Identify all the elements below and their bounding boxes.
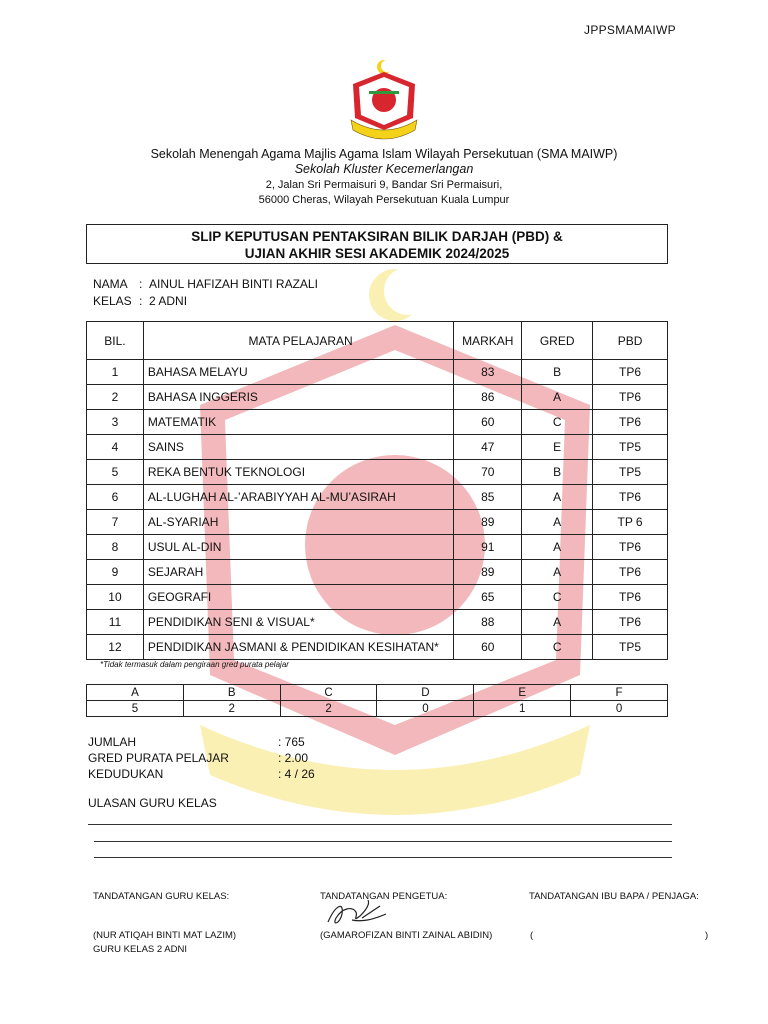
subject-name: BAHASA INGGERIS — [143, 385, 453, 410]
subject-pbd: TP5 — [593, 435, 668, 460]
total-value: : 765 — [278, 735, 305, 749]
header-subject: MATA PELAJARAN — [143, 322, 453, 360]
header-bil: BIL. — [87, 322, 144, 360]
subject-grade: A — [522, 560, 593, 585]
subject-grade: C — [522, 410, 593, 435]
subject-pbd: TP5 — [593, 460, 668, 485]
subject-name: SAINS — [143, 435, 453, 460]
rank-row — [88, 767, 315, 781]
subject-row — [87, 385, 668, 410]
remarks-line-1 — [88, 824, 672, 825]
row-number: 5 — [87, 460, 144, 485]
subject-marks: 89 — [454, 560, 522, 585]
subject-marks: 86 — [454, 385, 522, 410]
row-number: 1 — [87, 360, 144, 385]
school-address-line1: 2, Jalan Sri Permaisuri 9, Bandar Sri Permaisuri, — [265, 179, 503, 191]
subject-pbd: TP6 — [593, 385, 668, 410]
row-number: 3 — [87, 410, 144, 435]
header-marks: MARKAH — [454, 322, 522, 360]
row-number: 6 — [87, 485, 144, 510]
rank-value: : 4 / 26 — [278, 767, 315, 781]
student-class-label: KELAS — [93, 294, 132, 308]
grade-letter: C — [280, 685, 377, 701]
subject-marks: 85 — [454, 485, 522, 510]
subject-marks: 70 — [454, 460, 522, 485]
subject-grade: A — [522, 510, 593, 535]
grade-count: 1 — [474, 701, 571, 717]
teacher-signature-label: TANDATANGAN GURU KELAS: — [93, 891, 230, 902]
subject-pbd: TP6 — [593, 360, 668, 385]
subject-pbd: TP6 — [593, 485, 668, 510]
footnote: *Tidak termasuk dalam pengiraan gred purata pelajar — [100, 660, 289, 669]
grade-letter: D — [377, 685, 474, 701]
subject-grade: C — [522, 585, 593, 610]
subject-name: USUL AL-DIN — [143, 535, 453, 560]
subject-grade: A — [522, 385, 593, 410]
subject-pbd: TP6 — [593, 585, 668, 610]
student-class-separator: : — [139, 294, 143, 308]
grade-count: 2 — [183, 701, 280, 717]
subject-grade: B — [522, 460, 593, 485]
grade-letter: B — [183, 685, 280, 701]
row-number: 11 — [87, 610, 144, 635]
subject-row — [87, 560, 668, 585]
grade-letter: A — [87, 685, 184, 701]
parent-signature-label: TANDATANGAN IBU BAPA / PENJAGA: — [529, 891, 699, 902]
subject-marks: 89 — [454, 510, 522, 535]
principal-name: (GAMAROFIZAN BINTI ZAINAL ABIDIN) — [320, 930, 493, 941]
gpa-label: GRED PURATA PELAJAR — [88, 751, 229, 765]
subject-grade: B — [522, 360, 593, 385]
subject-marks: 47 — [454, 435, 522, 460]
subject-name: SEJARAH — [143, 560, 453, 585]
header-pbd: PBD — [593, 322, 668, 360]
student-name-value: AINUL HAFIZAH BINTI RAZALI — [149, 277, 318, 291]
school-name: Sekolah Menengah Agama Majlis Agama Islam Wilayah Persekutuan (SMA MAIWP) — [150, 147, 618, 161]
subject-row — [87, 435, 668, 460]
grade-letter: F — [571, 685, 668, 701]
subject-row — [87, 635, 668, 660]
parent-name-close: ) — [705, 930, 709, 941]
subject-pbd: TP6 — [593, 535, 668, 560]
header-grade: GRED — [522, 322, 593, 360]
subject-name: AL-LUGHAH AL-’ARABIYYAH AL-MU’ASIRAH — [143, 485, 453, 510]
subject-marks: 88 — [454, 610, 522, 635]
subject-row — [87, 610, 668, 635]
subject-grade: A — [522, 485, 593, 510]
row-number: 12 — [87, 635, 144, 660]
grade-count-table — [86, 684, 668, 717]
student-name-label: NAMA — [93, 277, 128, 291]
grade-letters-row — [87, 685, 668, 701]
grade-count: 0 — [571, 701, 668, 717]
subject-name: AL-SYARIAH — [143, 510, 453, 535]
document-code: JPPSMAMAIWP — [584, 23, 676, 37]
subject-name: GEOGRAFI — [143, 585, 453, 610]
marks-table — [86, 321, 668, 660]
subject-pbd: TP6 — [593, 610, 668, 635]
school-address-line2: 56000 Cheras, Wilayah Persekutuan Kuala Lumpur — [258, 194, 510, 206]
row-number: 7 — [87, 510, 144, 535]
subject-row — [87, 360, 668, 385]
subject-name: BAHASA MELAYU — [143, 360, 453, 385]
remarks-line-3 — [94, 857, 672, 858]
subject-row — [87, 410, 668, 435]
subject-pbd: TP5 — [593, 635, 668, 660]
marks-table-header — [87, 322, 668, 360]
remarks-label: ULASAN GURU KELAS — [88, 796, 217, 810]
total-row — [88, 735, 305, 749]
student-class-row — [93, 294, 187, 308]
teacher-name: (NUR ATIQAH BINTI MAT LAZIM) — [93, 930, 237, 941]
subject-pbd: TP 6 — [593, 510, 668, 535]
subject-row — [87, 485, 668, 510]
student-name-separator: : — [139, 277, 143, 291]
subject-name: REKA BENTUK TEKNOLOGI — [143, 460, 453, 485]
row-number: 10 — [87, 585, 144, 610]
slip-title-line2: UJIAN AKHIR SESI AKADEMIK 2024/2025 — [244, 246, 510, 261]
grade-count: 0 — [377, 701, 474, 717]
remarks-line-2 — [94, 841, 672, 842]
row-number: 9 — [87, 560, 144, 585]
principal-signature-label: TANDATANGAN PENGETUA: — [320, 891, 448, 902]
subject-grade: A — [522, 535, 593, 560]
subject-marks: 83 — [454, 360, 522, 385]
row-number: 4 — [87, 435, 144, 460]
gpa-value: : 2.00 — [278, 751, 309, 765]
subject-row — [87, 460, 668, 485]
parent-name-open: ( — [530, 930, 534, 941]
grade-letter: E — [474, 685, 571, 701]
gpa-row — [88, 751, 308, 765]
subject-grade: A — [522, 610, 593, 635]
subject-row — [87, 510, 668, 535]
subject-name: PENDIDIKAN JASMANI & PENDIDIKAN KESIHATAN* — [143, 635, 453, 660]
subject-pbd: TP6 — [593, 410, 668, 435]
slip-title-box — [86, 224, 668, 264]
subject-grade: E — [522, 435, 593, 460]
school-tagline: Sekolah Kluster Kecemerlangan — [294, 162, 474, 176]
subject-name: MATEMATIK — [143, 410, 453, 435]
subject-grade: C — [522, 635, 593, 660]
teacher-role: GURU KELAS 2 ADNI — [93, 944, 187, 955]
total-label: JUMLAH — [88, 735, 137, 749]
slip-title-line1: SLIP KEPUTUSAN PENTAKSIRAN BILIK DARJAH (PBD) & — [191, 229, 563, 244]
subject-pbd: TP6 — [593, 560, 668, 585]
student-class-value: 2 ADNI — [149, 294, 188, 308]
subject-marks: 65 — [454, 585, 522, 610]
principal-signature-image — [322, 896, 392, 930]
rank-label: KEDUDUKAN — [88, 767, 164, 781]
row-number: 2 — [87, 385, 144, 410]
grade-counts-row — [87, 701, 668, 717]
subject-name: PENDIDIKAN SENI & VISUAL* — [143, 610, 453, 635]
subject-marks: 60 — [454, 635, 522, 660]
school-crest-logo — [347, 58, 421, 140]
subject-marks: 91 — [454, 535, 522, 560]
subject-row — [87, 585, 668, 610]
student-name-row — [93, 277, 318, 291]
grade-count: 2 — [280, 701, 377, 717]
subject-marks: 60 — [454, 410, 522, 435]
subject-row — [87, 535, 668, 560]
row-number: 8 — [87, 535, 144, 560]
grade-count: 5 — [87, 701, 184, 717]
